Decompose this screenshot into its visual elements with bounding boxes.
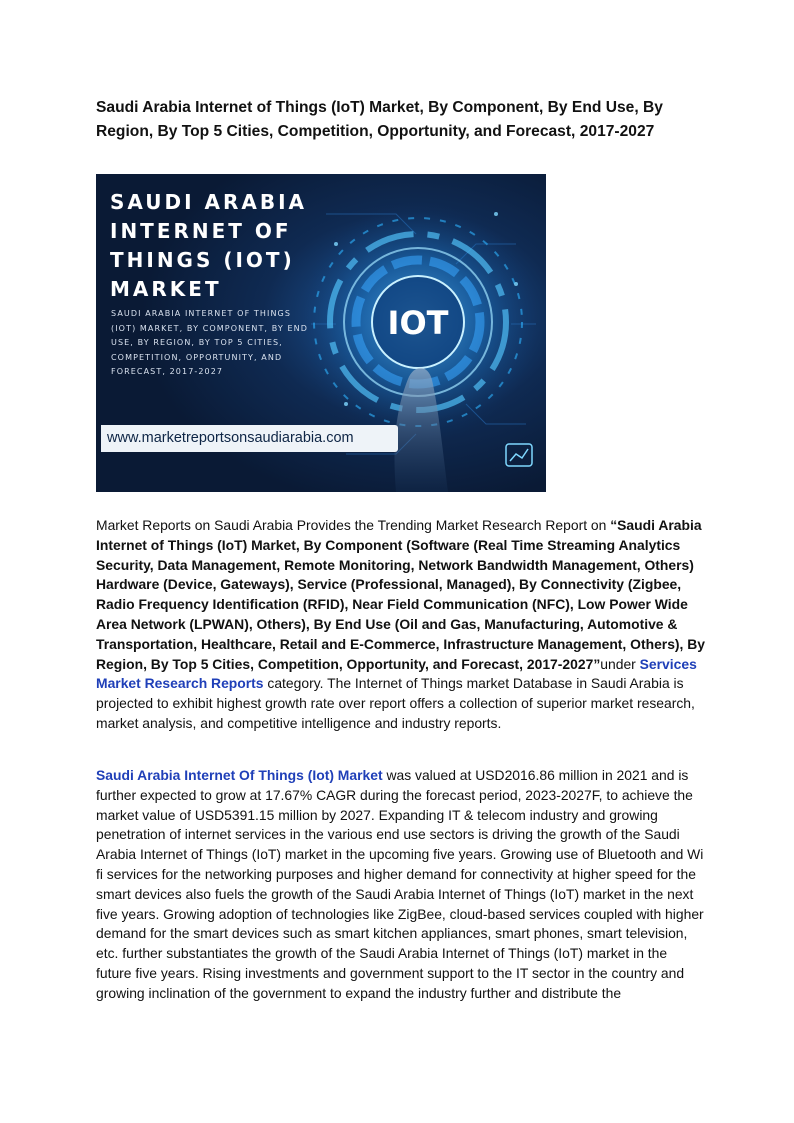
market-paragraph [96,766,706,1004]
cover-image [96,174,546,492]
report-title-text: “Saudi Arabia Internet of Things (IoT) Market, By Component (Software (Real Time Streaming Analytics Security, Data Management, Remote Monitoring, Network Bandwidth Management, Others) Hardware (Device, Gateways), Service (Professional, Managed), By Connectivity (Zigbee, Radio Frequency Identification (RFID), Near Field Communication (NFC), Low Power Wide Area Network (LPWAN), Others), By End Use (Oil and Gas, Manufacturing, Automotive & Transportation, Healthcare, Retail and E-Commerce, Infrastructure Management, Others), By Region, By Top 5 Cities, Competition, Opportunity, and Forecast, 2017-2027” [96,517,706,672]
market-paragraph-text: was valued at USD2016.86 million in 2021 and is further expected to grow at 17.67% CAGR during the forecast period, 2023-2027F, to achieve the market value of USD5391.15 million by 2027. Expanding IT & telecom industry and growing penetration of internet services in the various end use sectors is driving the growth of the Saudi Arabia Internet of Things (IoT) market in the upcoming five years. Growing use of Bluetooth and Wi fi services for the networking purposes and higher demand for connectivity at higher speed for the smart devices also fuels the growth of the Saudi Arabia Internet of Things (IoT) market in the next five years. Growing adoption of technologies like ZigBee, cloud-based services coupled with higher demand for the smart devices such as smart kitchen appliances, smart phones, smart television, etc. further substantiates the growth of the Saudi Arabia Internet of Things (IoT) market in the future five years. Rising investments and government support to the IT sector in the country and growing inclination of the government to expand the industry further and distribute the [96,767,704,1001]
cover-website-url: www.marketreportsonsaudiarabia.com [101,425,398,452]
cover-heading: SAUDI ARABIA INTERNET OF THINGS (IOT) MARKET [110,190,308,301]
intro-tail: category. The Internet of Things market Database in Saudi Arabia is projected to exhibit highest growth rate over report offers a collection of superior market research, market analysis, and competitive intelligence and industry reports. [96,675,695,731]
services-category-link[interactable]: Services Market Research Reports [96,655,697,692]
market-report-link[interactable]: Saudi Arabia Internet Of Things (Iot) Market [96,767,383,783]
under-text: under [600,655,640,672]
page-title: Saudi Arabia Internet of Things (IoT) Market, By Component, By End Use, By Region, By Top 5 Cities, Competition, Opportunity, and Forecast, 2017-2027 [96,99,663,140]
iot-badge-text: IOT [387,304,449,342]
intro-paragraph [96,516,706,734]
cover-subheading: SAUDI ARABIA INTERNET OF THINGS (IOT) MARKET, BY COMPONENT, BY END USE, BY REGION, BY TOP 5 CITIES, COMPETITION, OPPORTUNITY, AND FORECAST, 2017-2027 [111,309,308,376]
intro-lead: Market Reports on Saudi Arabia Provides the Trending Market Research Report on [96,517,611,533]
